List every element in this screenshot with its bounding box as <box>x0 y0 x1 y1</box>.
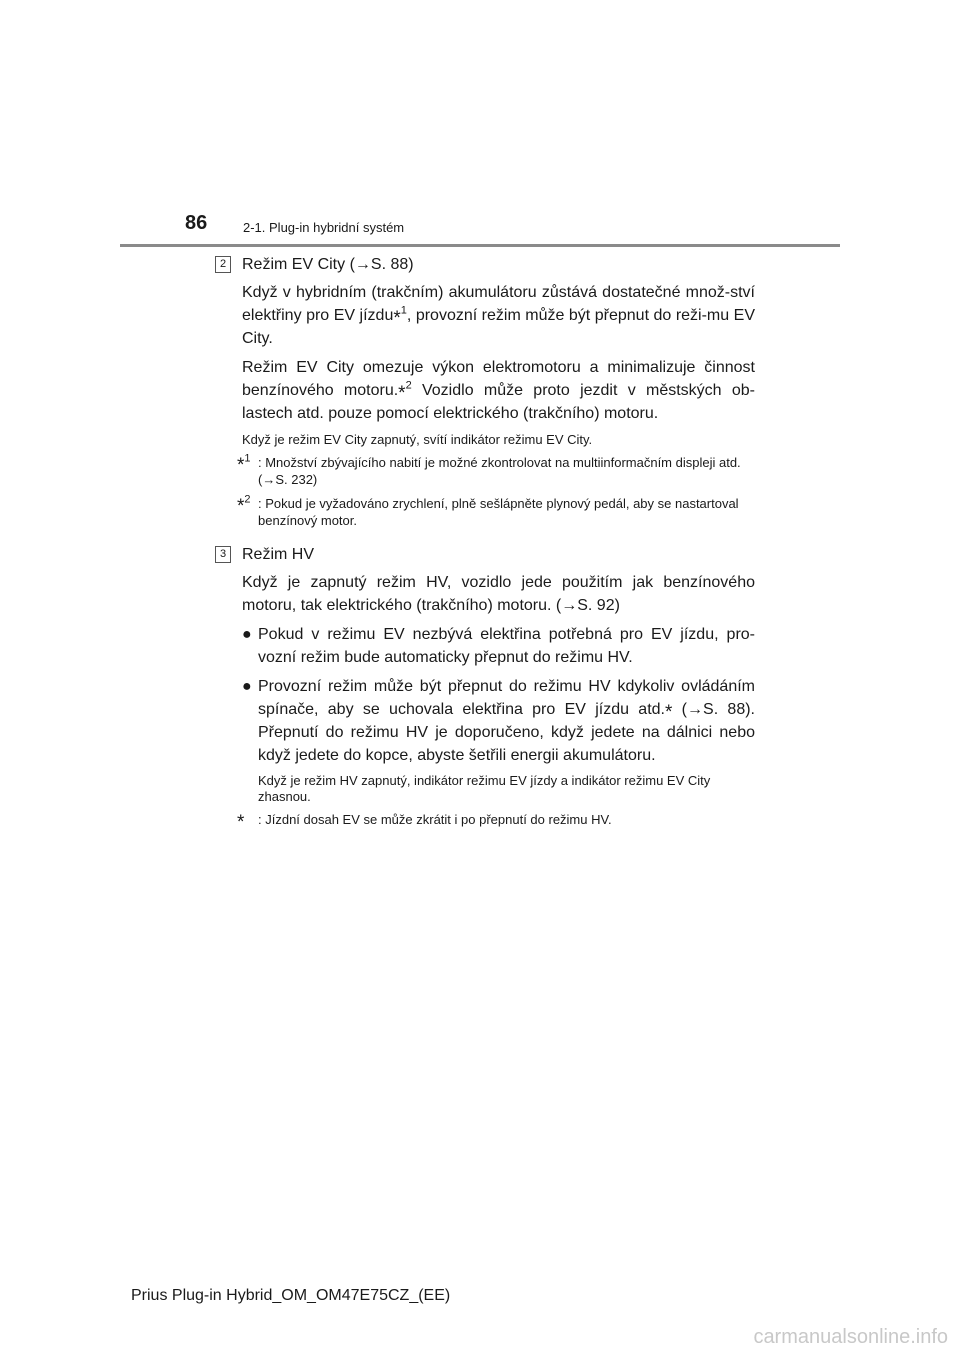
footnote-1 <box>215 454 755 488</box>
footnote-ref: 2 <box>405 379 412 392</box>
arrow-icon: → <box>354 256 371 273</box>
text: Když v hybridním (trakčním) akumulátoru zůstává dostatečné množ-ství elektřiny pro EV jízdu <box>242 284 755 324</box>
asterisk-mark: * <box>237 455 245 476</box>
text: Když je zapnutý režim HV, vozidlo jede použitím jak benzínového motoru, tak elektrického (trakčního) motoru. ( <box>242 574 755 614</box>
footnote-2 <box>215 495 755 529</box>
asterisk-mark: * <box>237 496 245 517</box>
item-3-heading <box>215 544 755 565</box>
item-2-number: 2 <box>215 256 231 273</box>
text: Vozidlo může proto jezdit v městských ob-lastech atd. pouze pomocí elektrického (trakčního) motoru. <box>242 382 755 422</box>
arrow-icon: → <box>561 597 578 614</box>
text: Režim EV City omezuje výkon elektromotoru a minimalizuje činnost benzínového motoru. <box>242 359 755 399</box>
footnote-2-mark <box>237 493 251 517</box>
arrow-icon: → <box>687 701 704 718</box>
bullet-dot-icon: ● <box>242 626 252 643</box>
text: S. 232) <box>275 472 318 487</box>
bullet-dot-icon: ● <box>242 678 252 695</box>
bullet-item-2 <box>215 675 755 767</box>
asterisk-mark: * <box>664 702 673 723</box>
asterisk-mark: * <box>393 308 401 329</box>
asterisk-mark: * <box>237 812 245 833</box>
arrow-icon: → <box>262 472 276 487</box>
item-2-page-ref: S. 88) <box>370 256 414 273</box>
text: Provozní režim může být přepnut do režimu HV kdykoliv ovládáním spínače, aby se uchovala elektřina pro EV jízdu atd. <box>258 678 755 718</box>
text: , provozní režim může být přepnut do reži-mu EV City. <box>242 307 755 347</box>
item-2-paragraph-2 <box>215 356 755 425</box>
footnote-number: 1 <box>244 452 251 465</box>
text: S. 88). Přepnutí do režimu HV je doporučeno, když jedete na dálnici nebo když jedete do kopce, abyste šetřili energii akumulátoru. <box>258 701 755 764</box>
footnote-3-mark <box>237 811 245 833</box>
content <box>215 254 755 835</box>
footer-doc-id: Prius Plug-in Hybrid_OM_OM47E75CZ_(EE) <box>131 1287 451 1304</box>
item-3-note: Když je režim HV zapnutý, indikátor režimu EV jízdy a indikátor režimu EV City zhasnou. <box>258 773 711 804</box>
page-number: 86 <box>185 212 208 234</box>
section-title: 2-1. Plug-in hybridní systém <box>243 220 405 235</box>
item-2-title: Režim EV City ( <box>242 256 355 273</box>
text: ( <box>672 701 688 718</box>
footnote-3 <box>215 811 755 833</box>
item-3-title: Režim HV <box>242 546 315 563</box>
item-2-paragraph-1 <box>215 281 755 350</box>
watermark: carmanualsonline.info <box>753 1326 948 1348</box>
item-2-note: Když je režim EV City zapnutý, svítí indikátor režimu EV City. <box>242 432 593 447</box>
spacer <box>215 536 755 544</box>
text: : Pokud je vyžadováno zrychlení, plně sešlápněte plynový pedál, aby se nastartoval benzínový motor. <box>258 496 739 528</box>
item-2-heading <box>215 254 755 275</box>
text: Pokud v režimu EV nezbývá elektřina potřebná pro EV jízdu, pro-vozní režim bude automaticky přepnut do režimu HV. <box>258 626 755 666</box>
item-3-paragraph-1 <box>215 571 755 617</box>
footnote-ref: 1 <box>400 304 407 317</box>
bullet-item-1 <box>215 623 755 669</box>
footnote-1-mark <box>237 452 251 476</box>
text: : Jízdní dosah EV se může zkrátit i po přepnutí do režimu HV. <box>258 812 612 827</box>
header-divider <box>120 244 840 247</box>
text: : Množství zbývajícího nabití je možné zkontrolovat na multiinformačním displeji atd. ( <box>258 455 741 487</box>
text: S. 92) <box>577 597 620 614</box>
item-3-number: 3 <box>215 546 231 563</box>
asterisk-mark: * <box>398 383 406 404</box>
footnote-number: 2 <box>244 493 251 506</box>
